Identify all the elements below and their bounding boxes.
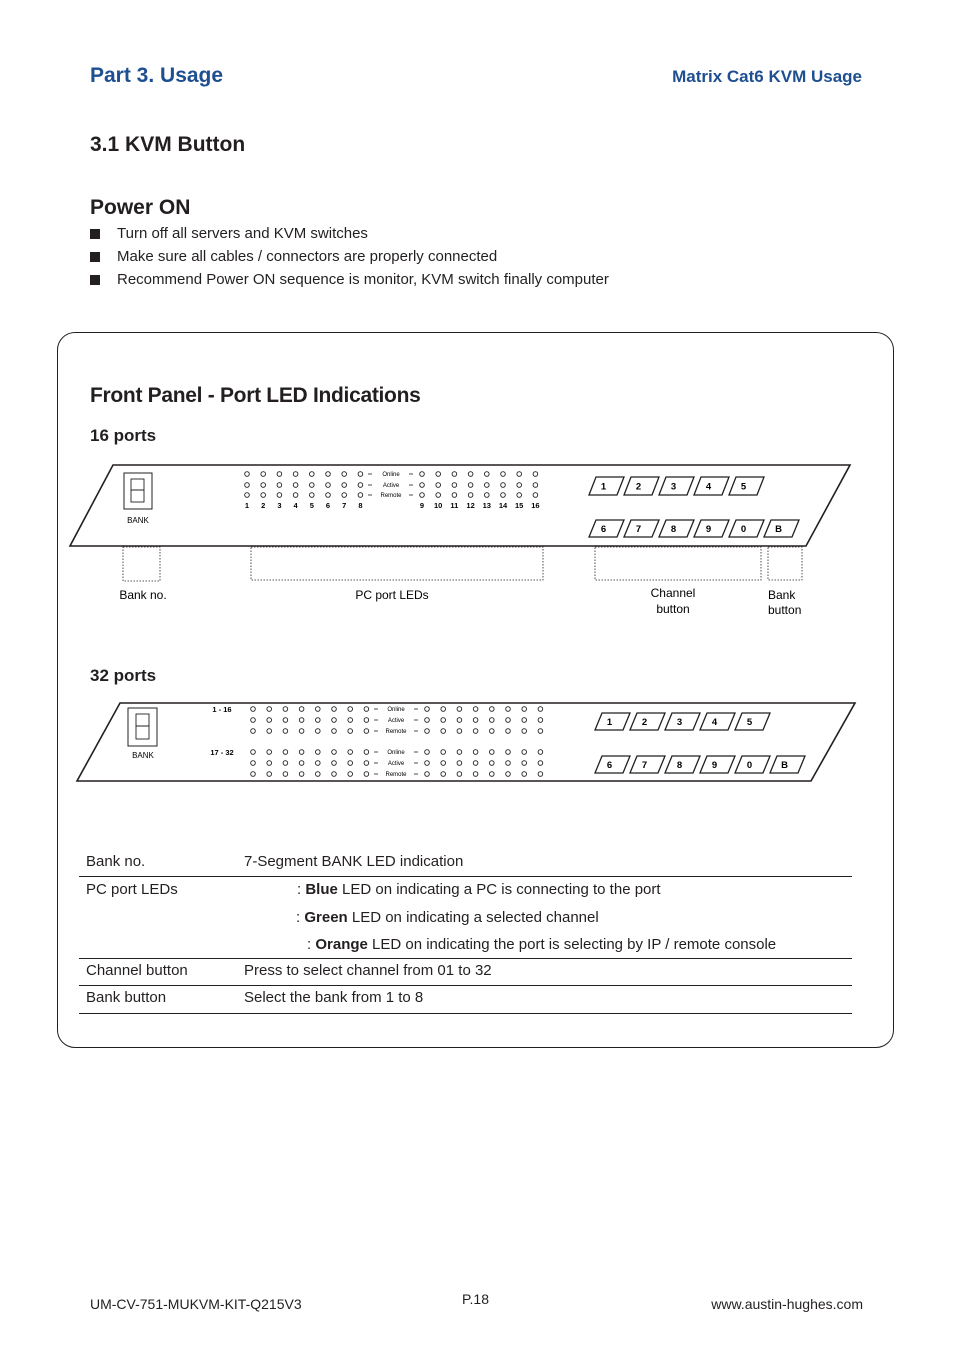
led-indicator	[425, 772, 430, 777]
power-on-bullet-list	[90, 222, 609, 291]
pc-port-leds-callout: PC port LEDs	[355, 588, 429, 602]
bullet-text: Recommend Power ON sequence is monitor, KVM switch finally computer	[117, 271, 609, 288]
port-number: 9	[419, 501, 425, 510]
channel-button	[665, 756, 700, 773]
led-indicator	[538, 718, 543, 723]
led-indicator	[310, 493, 315, 498]
channel-button	[700, 756, 735, 773]
led-indicator	[358, 472, 363, 477]
led-indicator	[251, 707, 256, 712]
led-indicator	[490, 772, 495, 777]
channel-button-label: B	[781, 760, 788, 771]
led-indicator	[420, 493, 425, 498]
led-indicator	[473, 707, 478, 712]
led-indicator	[326, 472, 331, 477]
port-number: 14	[498, 501, 508, 510]
led-indicator	[332, 750, 337, 755]
led-indicator	[490, 707, 495, 712]
bullet-text: Make sure all cables / connectors are properly connected	[117, 248, 498, 265]
seven-segment-digit-icon	[136, 714, 149, 739]
led-row-label: Remote	[385, 772, 407, 778]
led-indicator	[522, 729, 527, 734]
led-indicator	[468, 483, 473, 488]
led-indicator	[251, 729, 256, 734]
led-indicator	[364, 772, 369, 777]
led-indicator	[261, 472, 266, 477]
led-indicator	[425, 718, 430, 723]
led-indicator	[261, 493, 266, 498]
bank-display	[124, 473, 152, 509]
led-indicator	[316, 707, 321, 712]
table-row	[79, 848, 852, 877]
channel-button-label: 0	[740, 524, 747, 535]
channel-button	[595, 713, 630, 730]
led-row-label: Remote	[380, 493, 402, 499]
led-indicator	[348, 761, 353, 766]
channel-button-label: 4	[705, 481, 712, 493]
led-indicator	[441, 729, 446, 734]
led-indicator	[299, 750, 304, 755]
group1-label: 1 - 16	[212, 705, 232, 714]
bank-button-callout-box	[768, 547, 802, 580]
channel-button-label: 3	[676, 717, 683, 728]
led-indicator	[457, 761, 462, 766]
channel-buttons	[589, 477, 799, 537]
led-indicator	[468, 493, 473, 498]
led-indicator	[506, 707, 511, 712]
led-indicator	[293, 493, 298, 498]
channel-button-callout-box	[595, 547, 761, 580]
led-indicator	[452, 472, 457, 477]
led-indicator	[485, 472, 490, 477]
led-indicator	[517, 493, 522, 498]
pc-port-leds-callout-box	[251, 547, 543, 580]
ports16-panel-outline	[70, 465, 850, 546]
channel-button	[729, 520, 764, 537]
led-indicator	[506, 750, 511, 755]
led-indicator	[316, 729, 321, 734]
led-indicator	[473, 750, 478, 755]
led-indicator	[490, 761, 495, 766]
channel-button-label: 9	[705, 524, 712, 535]
led-indicator	[299, 772, 304, 777]
led-indicator	[517, 472, 522, 477]
led-indicator	[490, 750, 495, 755]
channel-button	[694, 477, 729, 495]
blue-led-desc	[297, 881, 661, 898]
led-indicator	[490, 718, 495, 723]
led-indicator	[457, 718, 462, 723]
led-indicator	[283, 718, 288, 723]
led-indicator	[277, 493, 282, 498]
bank-no-callout-box	[123, 547, 160, 581]
ports16-title: 16 ports	[90, 426, 157, 445]
channel-button	[589, 477, 624, 495]
group2-label: 17 - 32	[210, 748, 234, 757]
channel-button	[630, 713, 665, 730]
led-indicator	[425, 707, 430, 712]
port-number: 11	[450, 501, 459, 510]
led-row-label: Active	[382, 483, 400, 489]
port-number: 12	[466, 501, 475, 510]
led-indicator	[473, 761, 478, 766]
led-row-label: Online	[387, 707, 405, 713]
orange-led-desc	[307, 936, 776, 953]
led-indicator	[506, 772, 511, 777]
channel-button-label: 6	[606, 760, 613, 771]
led-indicator	[457, 750, 462, 755]
led-indicator	[245, 493, 250, 498]
channel-button-label: 7	[641, 760, 648, 771]
led-indicator	[441, 718, 446, 723]
led-indicator	[533, 483, 538, 488]
led-indicator	[473, 772, 478, 777]
ports32-title: 32 ports	[90, 666, 157, 685]
led-indicator	[501, 472, 506, 477]
led-indicator	[420, 472, 425, 477]
led-indicator	[473, 718, 478, 723]
led-indicator	[348, 718, 353, 723]
square-bullet-icon	[90, 252, 100, 262]
led-indicator	[316, 718, 321, 723]
led-indicator	[299, 707, 304, 712]
led-indicator	[299, 761, 304, 766]
led-indicator	[267, 761, 272, 766]
port-number: 10	[434, 501, 443, 510]
list-item	[90, 245, 609, 268]
led-indicator	[441, 761, 446, 766]
led-indicator	[506, 761, 511, 766]
led-row-label: Active	[387, 761, 405, 767]
led-indicator	[538, 729, 543, 734]
led-indicator	[533, 493, 538, 498]
led-row-label: Online	[382, 472, 400, 478]
led-indicator	[310, 483, 315, 488]
led-indicator	[283, 772, 288, 777]
channel-button-label: B	[775, 524, 782, 535]
led-indicator	[332, 729, 337, 734]
channel-button	[665, 713, 700, 730]
channel-button	[624, 520, 659, 537]
table-row	[79, 877, 852, 959]
led-indicator	[522, 761, 527, 766]
channel-button-label: 5	[746, 717, 753, 728]
bank-label: BANK	[132, 751, 154, 760]
led-indicator	[506, 729, 511, 734]
led-indicator	[342, 472, 347, 477]
channel-button-label: 4	[711, 717, 718, 728]
orange-label: Orange	[315, 936, 368, 953]
channel-button	[595, 756, 630, 773]
channel-button-callout-line2: button	[656, 602, 690, 616]
led-indicator	[364, 707, 369, 712]
led-indicator	[420, 483, 425, 488]
channel-button-label: 2	[635, 481, 642, 493]
led-indicator	[490, 729, 495, 734]
led-indicator	[364, 729, 369, 734]
footer-doc-id: UM-CV-751-MUKVM-KIT-Q215V3	[90, 1296, 302, 1312]
led-indicator	[283, 729, 288, 734]
led-indicator	[293, 472, 298, 477]
led-indicator	[316, 750, 321, 755]
led-indicator	[277, 483, 282, 488]
led-row-label: Remote	[385, 729, 407, 735]
table-divider	[79, 1013, 852, 1014]
channel-button	[700, 713, 735, 730]
led-indicator	[245, 483, 250, 488]
led-indicator	[538, 707, 543, 712]
led-indicator	[501, 493, 506, 498]
led-indicator	[358, 493, 363, 498]
led-indicator	[457, 729, 462, 734]
led-grid	[245, 472, 540, 510]
port-number: 2	[261, 501, 266, 510]
channel-button-label: 5	[740, 481, 747, 493]
led-indicator	[533, 472, 538, 477]
led-indicator	[348, 707, 353, 712]
port-number: 3	[277, 501, 282, 510]
led-indicator	[364, 750, 369, 755]
led-indicator	[452, 493, 457, 498]
square-bullet-icon	[90, 229, 100, 239]
led-indicator	[332, 718, 337, 723]
led-indicator	[485, 493, 490, 498]
legend-table	[79, 848, 852, 1014]
blue-label: Blue	[305, 881, 338, 898]
port-number: 16	[531, 501, 540, 510]
desc-prefix: :	[307, 936, 316, 953]
led-indicator	[348, 772, 353, 777]
led-indicator	[316, 761, 321, 766]
led-indicator	[251, 772, 256, 777]
channel-button	[694, 520, 729, 537]
channel-button-label: 0	[746, 760, 753, 771]
document-header-title: Matrix Cat6 KVM Usage	[672, 67, 862, 86]
led-indicator	[267, 729, 272, 734]
footer-page-number: P.18	[462, 1291, 489, 1307]
list-item	[90, 268, 609, 291]
led-indicator	[251, 750, 256, 755]
led-indicator	[522, 750, 527, 755]
bank-label: BANK	[127, 516, 149, 525]
desc-text: LED on indicating the port is selecting by IP / remote console	[367, 936, 777, 953]
led-indicator	[441, 772, 446, 777]
led-indicator	[425, 729, 430, 734]
led-indicator	[310, 472, 315, 477]
channel-button	[624, 477, 659, 495]
led-indicator	[267, 707, 272, 712]
led-indicator	[538, 772, 543, 777]
port-number: 4	[293, 501, 298, 510]
channel-button	[630, 756, 665, 773]
led-indicator	[283, 761, 288, 766]
legend-name: Channel button	[86, 962, 188, 979]
channel-button-label: 1	[606, 717, 613, 728]
legend-desc: 7-Segment BANK LED indication	[244, 853, 464, 870]
led-indicator	[348, 729, 353, 734]
desc-prefix: :	[296, 909, 305, 926]
seven-segment-digit-icon	[131, 479, 144, 502]
channel-button-label: 9	[711, 760, 718, 771]
led-indicator	[358, 483, 363, 488]
channel-button-label: 8	[670, 524, 677, 535]
port-number: 1	[244, 501, 250, 510]
led-indicator	[522, 707, 527, 712]
led-indicator	[522, 772, 527, 777]
port-number: 8	[358, 501, 363, 510]
led-row-label: Online	[387, 750, 405, 756]
channel-button	[659, 477, 694, 495]
led-indicator	[425, 761, 430, 766]
bank-button-callout-line1: Bank	[768, 588, 796, 602]
led-indicator	[441, 707, 446, 712]
led-indicator	[293, 483, 298, 488]
led-indicator	[348, 750, 353, 755]
channel-button	[729, 477, 764, 495]
channel-button-label: 7	[635, 524, 642, 535]
channel-buttons	[595, 713, 805, 773]
led-indicator	[267, 772, 272, 777]
led-indicator	[506, 718, 511, 723]
led-indicator	[441, 750, 446, 755]
desc-text: LED on indicating a selected channel	[347, 909, 599, 926]
section-title: 3.1 KVM Button	[90, 133, 246, 156]
led-indicator	[457, 772, 462, 777]
list-item	[90, 222, 609, 245]
channel-button	[735, 713, 770, 730]
bank-button-callout-line2: button	[768, 603, 802, 617]
footer-website: www.austin-hughes.com	[711, 1296, 863, 1312]
legend-desc: Select the bank from 1 to 8	[244, 989, 424, 1006]
channel-button	[659, 520, 694, 537]
led-indicator	[517, 483, 522, 488]
led-indicator	[425, 750, 430, 755]
led-indicator	[267, 718, 272, 723]
port-number: 6	[325, 501, 331, 510]
led-indicator	[473, 729, 478, 734]
led-indicator	[251, 718, 256, 723]
led-indicator	[522, 718, 527, 723]
led-indicator	[316, 772, 321, 777]
led-indicator	[299, 718, 304, 723]
led-indicator	[283, 750, 288, 755]
channel-button-label: 1	[600, 481, 607, 493]
channel-button	[589, 520, 624, 537]
desc-text: LED on indicating a PC is connecting to the port	[337, 881, 661, 898]
bank-no-callout: Bank no.	[119, 588, 167, 602]
led-indicator	[326, 483, 331, 488]
front-panel-title: Front Panel - Port LED Indications	[90, 384, 421, 407]
port-number: 7	[342, 501, 347, 510]
led-indicator	[332, 761, 337, 766]
led-indicator	[364, 761, 369, 766]
channel-button	[735, 756, 770, 773]
led-row-label: Active	[387, 718, 405, 724]
table-row	[79, 986, 852, 1014]
legend-name: Bank button	[86, 989, 167, 1006]
led-indicator	[436, 483, 441, 488]
led-indicator	[326, 493, 331, 498]
led-indicator	[364, 718, 369, 723]
led-grid	[251, 707, 543, 778]
led-indicator	[342, 493, 347, 498]
led-indicator	[267, 750, 272, 755]
led-indicator	[538, 761, 543, 766]
ports32-panel-outline	[77, 703, 855, 781]
ports16-diagram	[0, 455, 954, 625]
channel-button-label: 8	[676, 760, 683, 771]
port-number: 13	[482, 501, 491, 510]
bullet-text: Turn off all servers and KVM switches	[117, 225, 368, 242]
port-number: 15	[515, 501, 524, 510]
led-indicator	[452, 483, 457, 488]
legend-desc: Press to select channel from 01 to 32	[244, 962, 492, 979]
led-indicator	[283, 707, 288, 712]
part-title: Part 3. Usage	[90, 64, 224, 87]
led-indicator	[468, 472, 473, 477]
green-label: Green	[304, 909, 348, 926]
power-on-title: Power ON	[90, 196, 191, 219]
led-indicator	[332, 772, 337, 777]
square-bullet-icon	[90, 275, 100, 285]
led-indicator	[277, 472, 282, 477]
led-indicator	[245, 472, 250, 477]
legend-name: PC port LEDs	[86, 881, 178, 898]
ports32-diagram	[0, 695, 954, 795]
led-indicator	[299, 729, 304, 734]
channel-button-label: 3	[670, 481, 677, 493]
legend-name: Bank no.	[86, 853, 146, 870]
green-led-desc	[296, 909, 599, 926]
led-indicator	[538, 750, 543, 755]
led-indicator	[436, 472, 441, 477]
led-indicator	[261, 483, 266, 488]
table-row	[79, 959, 852, 986]
led-indicator	[501, 483, 506, 488]
led-indicator	[436, 493, 441, 498]
led-indicator	[485, 483, 490, 488]
channel-button-label: 2	[641, 717, 648, 728]
channel-button-label: 6	[600, 524, 607, 535]
desc-prefix: :	[297, 881, 306, 898]
led-indicator	[457, 707, 462, 712]
led-indicator	[332, 707, 337, 712]
channel-button-callout-line1: Channel	[650, 586, 696, 600]
led-indicator	[251, 761, 256, 766]
led-indicator	[342, 483, 347, 488]
port-number: 5	[309, 501, 314, 510]
